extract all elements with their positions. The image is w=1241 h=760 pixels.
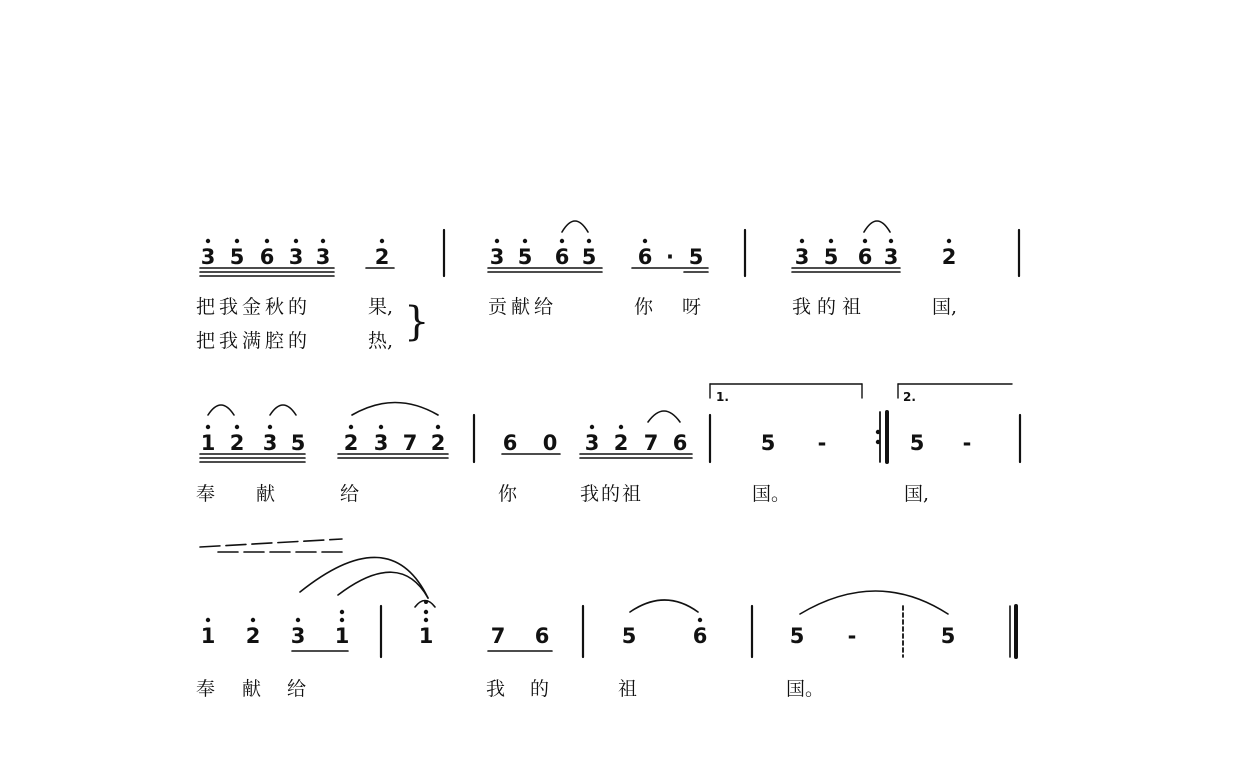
note: 5	[760, 431, 776, 455]
note: 1	[418, 624, 434, 648]
lyric: 呀	[682, 296, 702, 318]
note: 5	[290, 431, 306, 455]
note: 6	[502, 431, 518, 455]
volta-1-label: 1.	[716, 390, 729, 404]
note: 2	[613, 431, 629, 455]
lyric: 你	[498, 483, 518, 505]
note: 7	[643, 431, 659, 455]
note: 1	[334, 624, 350, 648]
lyric: 给	[340, 483, 360, 505]
note: 7	[490, 624, 506, 648]
note: 2	[245, 624, 261, 648]
lyric: 把我满腔的	[196, 330, 312, 352]
rest: 0	[542, 431, 558, 455]
note: 1	[200, 624, 216, 648]
note: 2	[941, 245, 957, 269]
note: 3	[290, 624, 306, 648]
lyric: 给	[287, 678, 307, 700]
note: 5	[688, 245, 704, 269]
lyric: 你	[634, 296, 654, 318]
note: 3	[489, 245, 505, 269]
dash: -	[817, 431, 827, 455]
note: 6	[637, 245, 653, 269]
lyric: 国,	[932, 296, 958, 318]
lyric: 我的祖	[580, 483, 644, 505]
note: 5	[789, 624, 805, 648]
lyric: 国。	[786, 678, 825, 700]
lyric-brace: }	[404, 299, 430, 345]
note: 5	[517, 245, 533, 269]
augmentation-dot: ·	[666, 245, 674, 269]
note: 5	[823, 245, 839, 269]
dash: -	[962, 431, 972, 455]
note: 1	[200, 431, 216, 455]
note: 3	[315, 245, 331, 269]
note: 5	[581, 245, 597, 269]
note: 3	[288, 245, 304, 269]
note: 2	[430, 431, 446, 455]
lyric: 献	[242, 678, 262, 700]
note: 2	[343, 431, 359, 455]
lyric: 我的祖	[792, 296, 868, 318]
note: 3	[883, 245, 899, 269]
note: 7	[402, 431, 418, 455]
note: 3	[200, 245, 216, 269]
note: 5	[909, 431, 925, 455]
lyric: 祖	[618, 678, 638, 700]
note: 3	[373, 431, 389, 455]
lyric: 国。	[752, 483, 791, 505]
lyric: 我	[486, 678, 506, 700]
lyric: 奉	[196, 483, 216, 505]
note: 6	[259, 245, 275, 269]
note: 3	[584, 431, 600, 455]
note: 6	[534, 624, 550, 648]
lyric: 奉	[196, 678, 216, 700]
lyric: 热,	[368, 330, 394, 352]
volta-2-label: 2.	[903, 390, 916, 404]
note: 5	[621, 624, 637, 648]
note: 3	[262, 431, 278, 455]
dash: -	[847, 624, 857, 648]
lyric: 贡献给	[488, 296, 558, 318]
note: 2	[229, 431, 245, 455]
note: 6	[672, 431, 688, 455]
note: 6	[857, 245, 873, 269]
lyric: 的	[530, 678, 550, 700]
note: 2	[374, 245, 390, 269]
lyric: 果,	[368, 296, 394, 318]
note: 3	[794, 245, 810, 269]
note: 5	[940, 624, 956, 648]
note: 6	[692, 624, 708, 648]
note: 6	[554, 245, 570, 269]
note: 5	[229, 245, 245, 269]
lyric: 把我金秋的	[196, 296, 312, 318]
lyric: 国,	[904, 483, 930, 505]
lyric: 献	[256, 483, 276, 505]
